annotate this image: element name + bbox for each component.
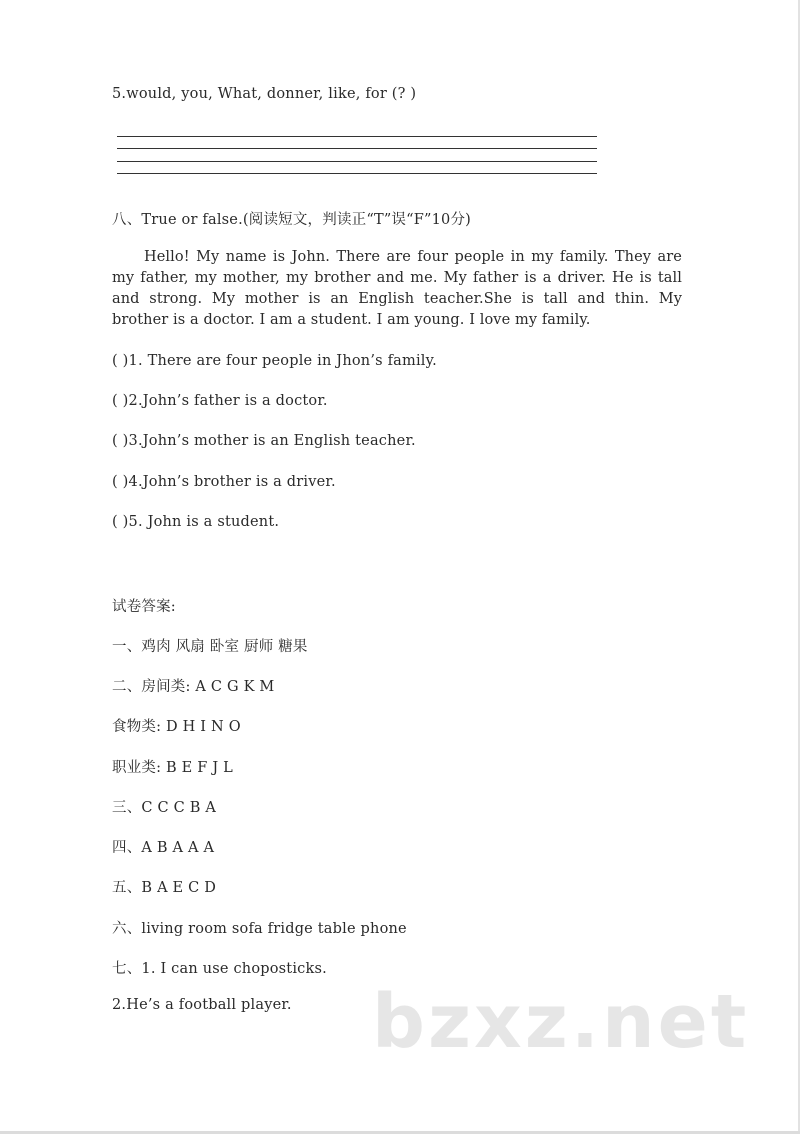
answer-line: 2.He’s a football player.: [112, 997, 292, 1013]
section-8-heading: 八、True or false.(阅读短文，判读正“T”误“F”10分): [112, 212, 472, 228]
answer-line: 五、B A E C D: [112, 880, 217, 896]
answers-title: 试卷答案:: [112, 599, 176, 615]
answer-line: 四、A B A A A: [112, 840, 215, 856]
reading-passage: Hello! My name is John. There are four people in my family. They are my father, my mother, my brother and me. My father is a driver. He is tall and strong. My mother is an English teacher.She is tall and thin. My brother is a doctor. I am a student. I am young. I love my family.: [112, 249, 682, 328]
answer-line: 二、房间类: A C G K M: [112, 679, 275, 695]
tf-item-3: ( )3.John’s mother is an English teacher.: [112, 433, 416, 449]
answer-line: 职业类: B E F J L: [112, 760, 233, 776]
answer-line: 七、1. I can use choposticks.: [112, 961, 327, 977]
answer-line: 六、living room sofa fridge table phone: [112, 921, 407, 937]
answer-line-2: [117, 148, 597, 149]
question-5-prompt: 5.would, you, What, donner, like, for (? ): [112, 86, 417, 102]
tf-item-4: ( )4.John’s brother is a driver.: [112, 474, 336, 490]
answer-line: 食物类: D H I N O: [112, 719, 241, 735]
site-watermark: bzxz.net: [372, 979, 750, 1065]
answer-line-1: [117, 136, 597, 137]
answer-line: 三、C C C B A: [112, 800, 217, 816]
tf-item-1: ( )1. There are four people in Jhon’s family.: [112, 353, 437, 369]
answer-line-4: [117, 173, 597, 174]
answer-line-3: [117, 161, 597, 162]
answer-line: 一、鸡肉 风扇 卧室 厨师 糖果: [112, 639, 308, 655]
tf-item-5: ( )5. John is a student.: [112, 514, 280, 530]
tf-item-2: ( )2.John’s father is a doctor.: [112, 393, 328, 409]
